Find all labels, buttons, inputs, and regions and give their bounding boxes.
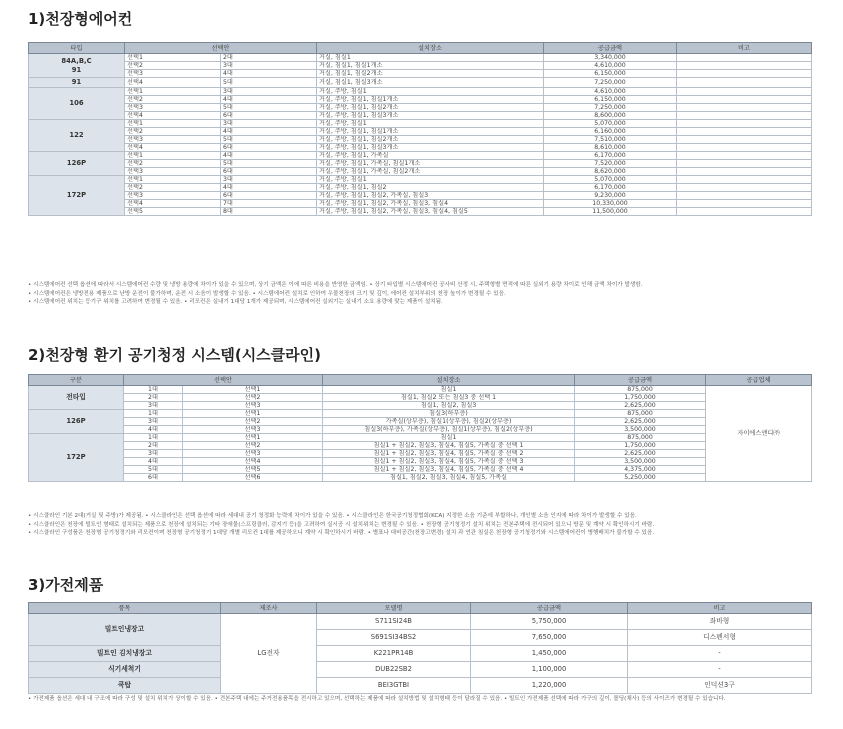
table-row xyxy=(29,442,812,450)
units-cell: 2대 xyxy=(124,442,183,450)
units-cell: 5대 xyxy=(221,78,317,88)
note-cell xyxy=(677,78,812,88)
price-cell: 8,600,000 xyxy=(544,112,677,120)
units-cell: 3대 xyxy=(124,450,183,458)
place-cell: 거실, 주방, 침실1, 침실2개소 xyxy=(317,104,544,112)
price-cell: 1,100,000 xyxy=(471,662,628,678)
header-note: 비고 xyxy=(628,603,812,614)
note-cell xyxy=(677,152,812,160)
units-cell: 6대 xyxy=(221,144,317,152)
header-maker: 제조사 xyxy=(221,603,317,614)
note-cell xyxy=(677,112,812,120)
place-cell: 침실1, 침실2, 침실3, 침실4, 침실5, 가족실 xyxy=(323,474,575,482)
place-cell: 침실1 + 침실2, 침실3, 침실4, 침실5, 가족실 중 선택 1 xyxy=(323,442,575,450)
price-cell: 6,170,000 xyxy=(544,184,677,192)
option-cell: 선택2 xyxy=(125,184,221,192)
table-row xyxy=(29,192,812,200)
units-cell: 3대 xyxy=(221,120,317,128)
note-line: • 시스클라인 구성품은 천장형 공기청정기와 리모컨이며 천장형 공기청정기 1대당 개별 리모컨 1대를 제공하오니 계약 시 확인하시기 바람. • 별표나 대비공간(천장고변경) 설치 과 연관 침실은 천장형 공기청정기와 시스템에어컨이 병행배치가 불가할 수 있음. xyxy=(28,530,655,537)
price-cell: 875,000 xyxy=(575,410,706,418)
option-cell: 선택3 xyxy=(125,104,221,112)
place-cell: 침실3(하부층) xyxy=(323,410,575,418)
price-cell: 4,375,000 xyxy=(575,466,706,474)
table-row xyxy=(29,128,812,136)
price-cell: 9,230,000 xyxy=(544,192,677,200)
place-cell: 거실, 침실1, 침실2개소 xyxy=(317,70,544,78)
item-cell: 빌트인 김치냉장고 xyxy=(29,646,221,662)
price-cell: 7,510,000 xyxy=(544,136,677,144)
note-cell: 좌바형 xyxy=(628,614,812,630)
type-cell: 91 xyxy=(29,78,125,88)
units-cell: 7대 xyxy=(221,200,317,208)
price-cell: 6,170,000 xyxy=(544,152,677,160)
units-cell: 5대 xyxy=(221,136,317,144)
table-row xyxy=(29,78,812,88)
item-cell: 쿡탑 xyxy=(29,678,221,694)
note-line: • 시스템에어컨은 냉방전용 제품으로 난방 운전이 불가하며, 운전 시 소음이 발생할 수 있음. • 시스템에어컨 설치로 인하여 우물천장의 크기 및 깊이, 에어컨 설치부위의 천장 높이가 변경될 수 있음. xyxy=(28,290,506,297)
table-row xyxy=(29,410,812,418)
table-row xyxy=(29,160,812,168)
place-cell: 거실, 침실1, 침실1개소 xyxy=(317,62,544,70)
place-cell: 거실, 주방, 침실1, 가족실, 침실1개소 xyxy=(317,160,544,168)
header-note: 비고 xyxy=(677,43,812,54)
option-cell: 선택2 xyxy=(125,96,221,104)
place-cell: 가족실(상부층), 침실1(상부층), 침실2(상부층) xyxy=(323,418,575,426)
price-cell: 7,650,000 xyxy=(471,630,628,646)
units-cell: 3대 xyxy=(221,88,317,96)
option-cell: 선택2 xyxy=(125,62,221,70)
price-cell: 6,160,000 xyxy=(544,128,677,136)
price-cell: 11,500,000 xyxy=(544,208,677,216)
place-cell: 거실, 주방, 침실1, 침실2개소 xyxy=(317,136,544,144)
table-row xyxy=(29,678,812,694)
place-cell: 거실, 주방, 침실1, 침실2 xyxy=(317,184,544,192)
units-cell: 3대 xyxy=(221,176,317,184)
place-cell: 침실1, 침실2, 침실3 xyxy=(323,402,575,410)
section1-title: 1)천장형에어컨 xyxy=(28,10,133,28)
table-header-row xyxy=(29,603,812,614)
section3-notes xyxy=(28,695,726,704)
price-cell: 5,070,000 xyxy=(544,120,677,128)
header-place: 설치장소 xyxy=(317,43,544,54)
section1-notes xyxy=(28,281,642,307)
note-cell xyxy=(677,136,812,144)
table-row xyxy=(29,394,812,402)
option-cell: 선택3 xyxy=(125,168,221,176)
option-cell: 선택2 xyxy=(183,418,323,426)
table-row xyxy=(29,144,812,152)
price-cell: 7,250,000 xyxy=(544,104,677,112)
units-cell: 5대 xyxy=(124,466,183,474)
header-type: 타입 xyxy=(29,43,125,54)
type-cell: 126P xyxy=(29,152,125,176)
note-cell xyxy=(677,184,812,192)
table-header-row xyxy=(29,43,812,54)
header-price: 공급금액 xyxy=(471,603,628,614)
header-place: 설치장소 xyxy=(323,375,575,386)
units-cell: 3대 xyxy=(124,402,183,410)
note-cell xyxy=(677,104,812,112)
price-cell: 1,750,000 xyxy=(575,442,706,450)
units-cell: 6대 xyxy=(221,192,317,200)
note-line: • 시스클라인은 천장에 빌트인 형태로 설치되는 제품으로 천장에 설치되는 기타 장애물(스프링클러, 감지기 등)을 고려하여 실시공 시 설치위치는 변경될 수 있음. • 천장형 공기청정기 설치 위치는 전본주택에 전시되어 있으니 방문 및 계약 시 확인하시기 바람. xyxy=(28,521,655,528)
price-cell: 2,625,000 xyxy=(575,450,706,458)
units-cell: 2대 xyxy=(124,394,183,402)
item-cell: 식기세척기 xyxy=(29,662,221,678)
price-cell: 875,000 xyxy=(575,434,706,442)
table-row xyxy=(29,434,812,442)
option-cell: 선택1 xyxy=(183,386,323,394)
table-row xyxy=(29,200,812,208)
place-cell: 침실1, 침실2 또는 침실3 중 선택 1 xyxy=(323,394,575,402)
price-cell: 1,220,000 xyxy=(471,678,628,694)
option-cell: 선택1 xyxy=(125,120,221,128)
item-cell: 빌트인냉장고 xyxy=(29,614,221,646)
units-cell: 5대 xyxy=(221,160,317,168)
table-row xyxy=(29,62,812,70)
price-cell: 3,500,000 xyxy=(575,458,706,466)
note-cell xyxy=(677,144,812,152)
header-option: 선택안 xyxy=(124,375,323,386)
table-row xyxy=(29,418,812,426)
price-cell: 5,070,000 xyxy=(544,176,677,184)
place-cell: 침실1 + 침실2, 침실3, 침실4, 침실5, 가족실 중 선택 3 xyxy=(323,458,575,466)
price-cell: 4,610,000 xyxy=(544,62,677,70)
table-row xyxy=(29,120,812,128)
type-cell: 106 xyxy=(29,88,125,120)
option-cell: 선택2 xyxy=(183,442,323,450)
table-row xyxy=(29,458,812,466)
price-cell: 2,625,000 xyxy=(575,402,706,410)
place-cell: 거실, 침실1 xyxy=(317,54,544,62)
header-category: 구분 xyxy=(29,375,124,386)
units-cell: 3대 xyxy=(124,418,183,426)
units-cell: 5대 xyxy=(221,104,317,112)
vendor-cell: 자이에스앤디㈜ xyxy=(706,386,812,482)
place-cell: 거실, 주방, 침실1, 침실2, 가족실, 침실3, 침실4 xyxy=(317,200,544,208)
header-item: 품목 xyxy=(29,603,221,614)
units-cell: 6대 xyxy=(124,474,183,482)
option-cell: 선택2 xyxy=(125,160,221,168)
price-cell: 7,520,000 xyxy=(544,160,677,168)
place-cell: 거실, 주방, 침실1, 침실2, 가족실, 침실3, 침실4, 침실5 xyxy=(317,208,544,216)
price-cell: 3,500,000 xyxy=(575,426,706,434)
place-cell: 거실, 주방, 침실1 xyxy=(317,88,544,96)
header-model: 모델명 xyxy=(317,603,471,614)
table-row xyxy=(29,426,812,434)
type-cell: 172P xyxy=(29,176,125,216)
place-cell: 거실, 침실1, 침실3개소 xyxy=(317,78,544,88)
units-cell: 4대 xyxy=(221,184,317,192)
table-row xyxy=(29,152,812,160)
note-cell xyxy=(677,200,812,208)
units-cell: 4대 xyxy=(221,152,317,160)
aircon-table xyxy=(28,42,812,216)
table-row xyxy=(29,70,812,78)
note-cell xyxy=(677,192,812,200)
option-cell: 선택1 xyxy=(125,88,221,96)
price-cell: 1,750,000 xyxy=(575,394,706,402)
section2-notes xyxy=(28,512,654,538)
table-row xyxy=(29,104,812,112)
price-cell: 875,000 xyxy=(575,386,706,394)
note-cell: 디스펜서형 xyxy=(628,630,812,646)
place-cell: 거실, 주방, 침실1, 침실1개소 xyxy=(317,128,544,136)
note-line: • 시스템에어컨 선택 옵션에 따라서 시스템에어컨 수량 및 냉방 용량에 차이가 있을 수 있으며, 상기 금액은 이에 따른 비용을 반영한 금액임. • 상기 타입별 시스템에어컨 공사비 산정 시, 주택형별 면적에 따른 실외기 용량 차이로 인해 금액 차이가 발생함. xyxy=(28,282,643,288)
price-cell: 5,750,000 xyxy=(471,614,628,630)
price-cell: 1,450,000 xyxy=(471,646,628,662)
table-row xyxy=(29,614,812,630)
header-price: 공급금액 xyxy=(575,375,706,386)
units-cell: 1대 xyxy=(124,386,183,394)
type-cell: 전타입 xyxy=(29,386,124,410)
units-cell: 1대 xyxy=(124,410,183,418)
section3-title: 3)가전제품 xyxy=(28,576,104,594)
note-cell xyxy=(677,70,812,78)
units-cell: 4대 xyxy=(221,96,317,104)
place-cell: 거실, 주방, 침실1 xyxy=(317,176,544,184)
option-cell: 선택3 xyxy=(125,136,221,144)
option-cell: 선택2 xyxy=(183,394,323,402)
option-cell: 선택1 xyxy=(125,152,221,160)
note-cell xyxy=(677,128,812,136)
table-row xyxy=(29,386,812,394)
price-cell: 8,620,000 xyxy=(544,168,677,176)
price-cell: 3,340,000 xyxy=(544,54,677,62)
place-cell: 거실, 주방, 침실1, 침실1개소 xyxy=(317,96,544,104)
note-cell xyxy=(677,120,812,128)
option-cell: 선택3 xyxy=(183,450,323,458)
note-line: • 시스클라인 기본 2대(거실 및 주방)가 제공됨. • 시스클라인은 선택 옵션에 따라 세대내 공기 청정화 능력에 차이가 있을 수 있음. • 시스클라인은 한국공기청정협회(KCA) 지정한 소음 기준에 부합하나, 개인별 소음 인지에 따라 차이가 발생할 수 있음. xyxy=(28,513,637,519)
units-cell: 6대 xyxy=(221,168,317,176)
option-cell: 선택6 xyxy=(183,474,323,482)
note-cell xyxy=(677,208,812,216)
option-cell: 선택4 xyxy=(125,112,221,120)
option-cell: 선택3 xyxy=(183,426,323,434)
table-row xyxy=(29,168,812,176)
table-row xyxy=(29,466,812,474)
price-cell: 10,330,000 xyxy=(544,200,677,208)
model-cell: K221PR14B xyxy=(317,646,471,662)
note-cell xyxy=(677,54,812,62)
place-cell: 거실, 주방, 침실1, 가족실, 침실2개소 xyxy=(317,168,544,176)
table-row xyxy=(29,402,812,410)
note-cell: - xyxy=(628,646,812,662)
table-row xyxy=(29,96,812,104)
table-row xyxy=(29,662,812,678)
note-cell xyxy=(677,168,812,176)
option-cell: 선택3 xyxy=(183,402,323,410)
place-cell: 침실1 + 침실2, 침실3, 침실4, 침실5, 가족실 중 선택 4 xyxy=(323,466,575,474)
section2-title: 2)천장형 환기 공기청정 시스템(시스클라인) xyxy=(28,346,322,364)
model-cell: S711SI24B xyxy=(317,614,471,630)
table-row xyxy=(29,474,812,482)
option-cell: 선택1 xyxy=(125,54,221,62)
option-cell: 선택4 xyxy=(183,458,323,466)
note-cell xyxy=(677,160,812,168)
note-line: • 가전제품 옵션은 세대 내 구조에 따라 구성 및 설치 위치가 상이할 수 있음. • 견본주택 내에는 주거전용품목을 전시하고 있으며, 선택하는 제품에 따라 설치방법 및 설치형태 등이 달라질 수 있음. • 빌트인 가전제품 선택에 따라 가구의 깊이, 몰딩(채사) 등의 사이즈가 변경될 수 있습니다. xyxy=(28,696,726,702)
appliance-table xyxy=(28,602,812,694)
table-row xyxy=(29,646,812,662)
note-cell xyxy=(677,62,812,70)
place-cell: 침실3(하부층), 가족실(상부층), 침실1(상부층), 침실2(상부층) xyxy=(323,426,575,434)
note-cell: 인덕션3구 xyxy=(628,678,812,694)
option-cell: 선택3 xyxy=(125,70,221,78)
units-cell: 1대 xyxy=(124,434,183,442)
header-vendor: 공급업체 xyxy=(706,375,812,386)
option-cell: 선택4 xyxy=(125,144,221,152)
option-cell: 선택4 xyxy=(125,78,221,88)
units-cell: 4대 xyxy=(124,458,183,466)
option-cell: 선택1 xyxy=(125,176,221,184)
type-cell: 126P xyxy=(29,410,124,434)
units-cell: 2대 xyxy=(221,54,317,62)
units-cell: 6대 xyxy=(221,112,317,120)
table-row xyxy=(29,88,812,96)
table-row xyxy=(29,112,812,120)
price-cell: 4,610,000 xyxy=(544,88,677,96)
table-header-row xyxy=(29,375,812,386)
place-cell: 거실, 주방, 침실1 xyxy=(317,120,544,128)
note-cell xyxy=(677,176,812,184)
note-cell: - xyxy=(628,662,812,678)
option-cell: 선택4 xyxy=(125,200,221,208)
price-cell: 8,610,000 xyxy=(544,144,677,152)
note-cell xyxy=(677,96,812,104)
units-cell: 4대 xyxy=(221,70,317,78)
place-cell: 거실, 주방, 침실1, 침실2, 가족실, 침실3 xyxy=(317,192,544,200)
option-cell: 선택1 xyxy=(183,410,323,418)
table-row xyxy=(29,176,812,184)
price-cell: 2,625,000 xyxy=(575,418,706,426)
table-row xyxy=(29,136,812,144)
note-cell xyxy=(677,88,812,96)
place-cell: 침실1 xyxy=(323,386,575,394)
place-cell: 침실1 + 침실2, 침실3, 침실4, 침실5, 가족실 중 선택 2 xyxy=(323,450,575,458)
place-cell: 거실, 주방, 침실1, 침실3개소 xyxy=(317,144,544,152)
units-cell: 3대 xyxy=(221,62,317,70)
model-cell: DUB22SB2 xyxy=(317,662,471,678)
header-option: 선택안 xyxy=(125,43,317,54)
note-line: • 시스템에어컨 위치는 등기구 위치를 고려하여 변경될 수 있음. • 리모컨은 실내기 1대당 1개가 제공되며, 시스템에어컨 실외기는 실내기 소요 용량에 맞는 제품이 설치됨. xyxy=(28,299,443,306)
table-row xyxy=(29,208,812,216)
option-cell: 선택5 xyxy=(183,466,323,474)
units-cell: 8대 xyxy=(221,208,317,216)
table-row xyxy=(29,184,812,192)
type-cell: 122 xyxy=(29,120,125,152)
price-cell: 5,250,000 xyxy=(575,474,706,482)
table-row xyxy=(29,54,812,62)
place-cell: 거실, 주방, 침실1, 가족실 xyxy=(317,152,544,160)
table-row xyxy=(29,450,812,458)
price-cell: 6,150,000 xyxy=(544,96,677,104)
maker-cell: LG전자 xyxy=(221,614,317,694)
model-cell: S691SI34BS2 xyxy=(317,630,471,646)
option-cell: 선택2 xyxy=(125,128,221,136)
price-cell: 7,250,000 xyxy=(544,78,677,88)
option-cell: 선택3 xyxy=(125,192,221,200)
type-cell: 84A,B,C 91 xyxy=(29,54,125,78)
option-cell: 선택5 xyxy=(125,208,221,216)
header-price: 공급금액 xyxy=(544,43,677,54)
place-cell: 침실1 xyxy=(323,434,575,442)
place-cell: 거실, 주방, 침실1, 침실3개소 xyxy=(317,112,544,120)
units-cell: 4대 xyxy=(221,128,317,136)
type-cell: 172P xyxy=(29,434,124,482)
price-cell: 6,150,000 xyxy=(544,70,677,78)
option-cell: 선택1 xyxy=(183,434,323,442)
model-cell: BEI3GTBI xyxy=(317,678,471,694)
air-purifier-table xyxy=(28,374,812,482)
units-cell: 4대 xyxy=(124,426,183,434)
